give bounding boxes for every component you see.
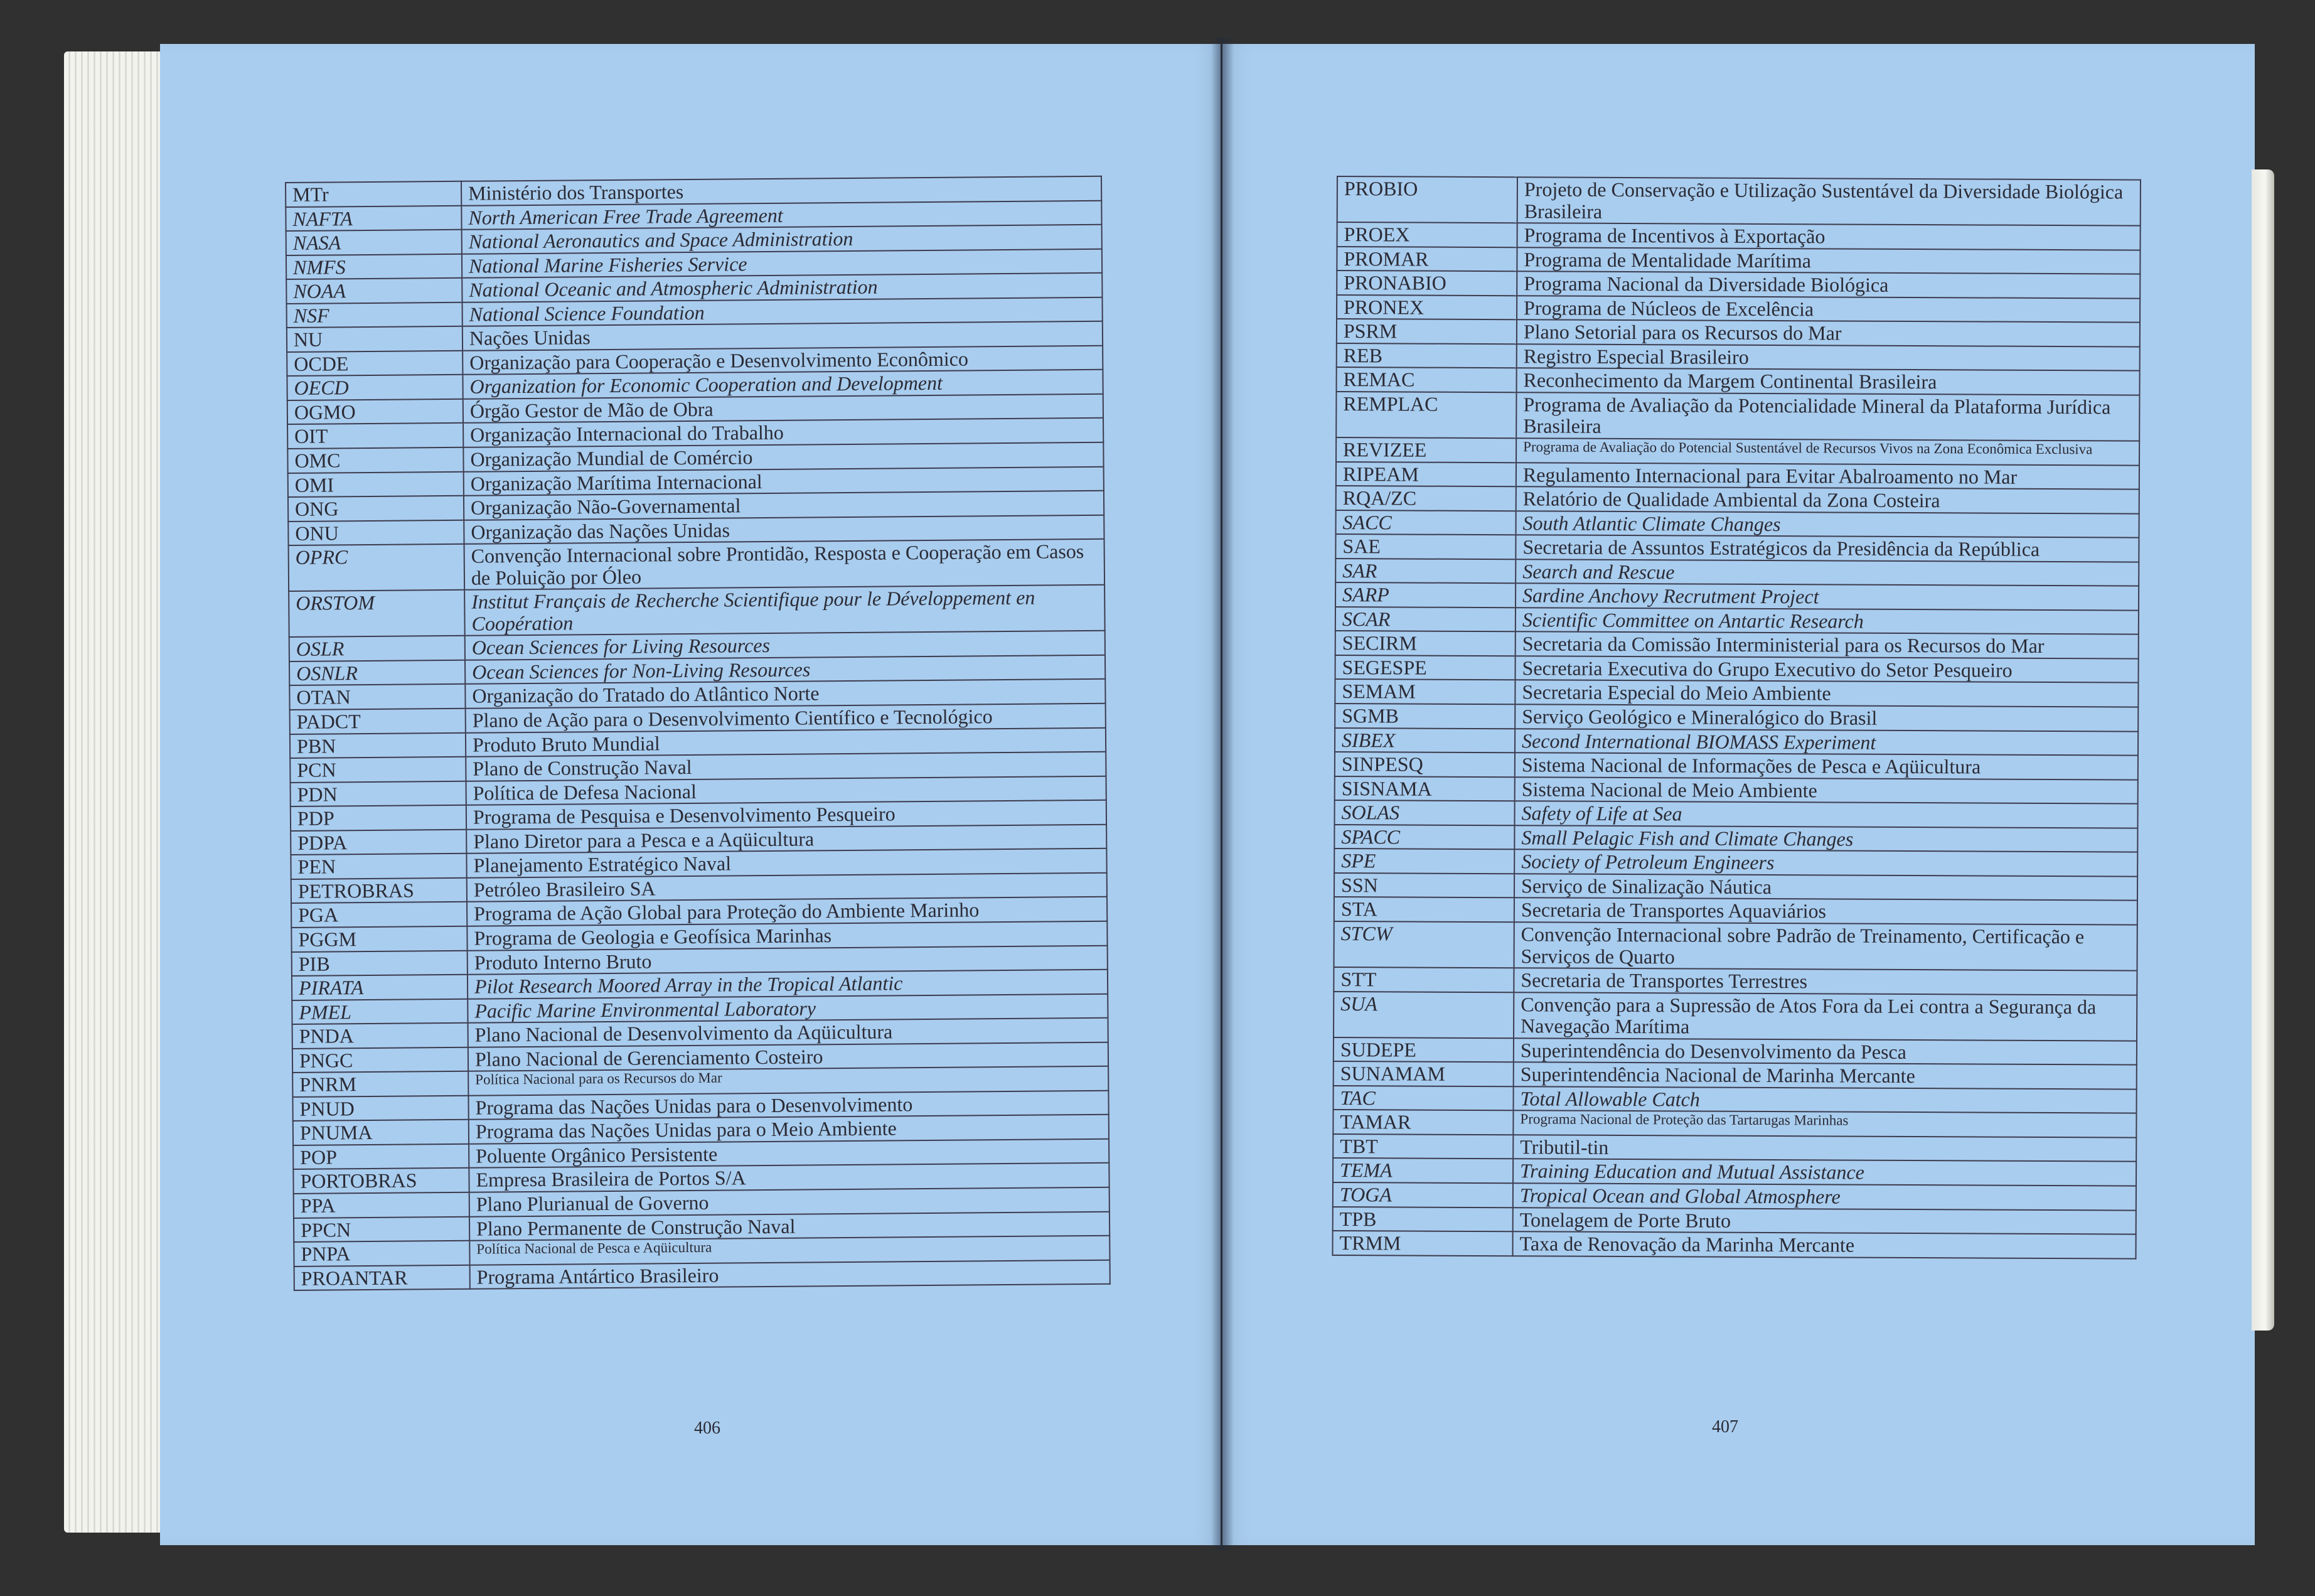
table-row	[1333, 1182, 2136, 1210]
table-row	[1336, 510, 2139, 538]
abbreviation-cell: SACC	[1336, 510, 1516, 535]
abbreviation-cell: PRONEX	[1337, 295, 1517, 320]
abbreviation-cell: PSRM	[1337, 319, 1517, 344]
table-row	[1333, 1134, 2136, 1162]
abbreviation-cell: PROMAR	[1337, 247, 1517, 272]
table-row	[1334, 849, 2137, 876]
meaning-cell: Secretaria de Transportes Terrestres	[1514, 968, 2137, 995]
table-row	[1336, 367, 2139, 395]
table-row	[1337, 247, 2140, 274]
abbreviation-cell: PIB	[292, 950, 468, 976]
meaning-cell: Scientific Committee on Antartic Research	[1516, 608, 2139, 635]
meaning-cell: Organização das Nações Unidas	[464, 515, 1104, 544]
table-row	[1334, 1086, 2137, 1113]
abbreviation-cell: PDP	[291, 805, 466, 831]
abbreviation-cell: PNUMA	[293, 1120, 469, 1145]
abbreviation-cell: SUNAMAM	[1334, 1061, 1514, 1086]
meaning-cell: Tributil-tin	[1513, 1135, 2136, 1162]
abbreviation-cell: STT	[1334, 967, 1514, 992]
meaning-cell: Taxa de Renovação da Marinha Mercante	[1512, 1231, 2136, 1258]
abbreviation-cell: NAFTA	[286, 205, 461, 231]
table-row	[1334, 992, 2137, 1041]
meaning-cell: Política Nacional para os Recursos do Mar	[468, 1066, 1108, 1096]
meaning-cell: Órgão Gestor de Mão de Obra	[463, 394, 1103, 424]
table-row	[1335, 728, 2138, 756]
abbreviation-cell: PNGC	[292, 1047, 468, 1073]
table-row	[1335, 559, 2139, 586]
meaning-cell: Petróleo Brasileiro SA	[467, 873, 1107, 902]
meaning-cell: Produto Interno Bruto	[468, 945, 1108, 975]
abbreviation-cell: SGMB	[1335, 704, 1515, 729]
abbreviation-cell: OIT	[287, 423, 463, 449]
meaning-cell: Secretaria da Comissão Interministerial para os Recursos do Mar	[1516, 632, 2139, 659]
protruding-sheet-edge	[2252, 169, 2274, 1331]
meaning-cell: Projeto de Conservação e Utilização Sustentável da Diversidade Biológica Brasileira	[1517, 177, 2141, 225]
abbreviation-cell: PROEX	[1337, 222, 1517, 247]
table-row	[1337, 295, 2140, 323]
meaning-cell: Organização do Tratado do Atlântico Norte	[465, 679, 1105, 709]
abbreviation-cell: PCN	[290, 757, 466, 783]
meaning-cell: North American Free Trade Agreement	[461, 200, 1101, 230]
meaning-cell: Programa de Incentivos à Exportação	[1517, 223, 2141, 250]
meaning-cell: Regulamento Internacional para Evitar Abalroamento no Mar	[1516, 463, 2139, 490]
table-row	[1334, 825, 2137, 852]
meaning-cell: Ministério dos Transportes	[461, 176, 1101, 206]
abbreviation-cell: PDN	[291, 781, 466, 806]
meaning-cell: Registro Especial Brasileiro	[1517, 344, 2140, 371]
abbreviation-cell: SARP	[1335, 582, 1516, 608]
abbreviation-cell: TRMM	[1332, 1231, 1512, 1256]
table-row	[289, 585, 1105, 637]
meaning-cell: Pilot Research Moored Array in the Tropical Atlantic	[468, 970, 1108, 999]
abbreviation-cell: STA	[1334, 897, 1514, 922]
abbreviation-cell: OSNLR	[289, 660, 465, 686]
abbreviation-cell: REMAC	[1336, 367, 1516, 392]
table-row	[1333, 1158, 2136, 1186]
meaning-cell: Nações Unidas	[462, 321, 1103, 351]
abbreviation-cell: SINPESQ	[1335, 752, 1515, 777]
meaning-cell: Reconhecimento da Margem Continental Brasileira	[1516, 368, 2139, 395]
abbreviation-cell: MTr	[286, 181, 461, 207]
abbreviation-cell: PNRM	[292, 1071, 468, 1097]
abbreviation-cell: REVIZEE	[1336, 437, 1516, 463]
table-row	[1335, 582, 2139, 610]
abbreviation-cell: PADCT	[290, 709, 466, 734]
meaning-cell: Plano Diretor para a Pesca e a Aqüicultura	[466, 825, 1106, 854]
table-row	[1334, 1061, 2137, 1089]
abbreviation-cell: PPCN	[294, 1216, 469, 1242]
page-number-left: 406	[694, 1418, 720, 1438]
abbreviation-cell: TEMA	[1333, 1158, 1513, 1183]
abbreviation-cell: OPRC	[289, 544, 465, 591]
meaning-cell: Convenção para a Supressão de Atos Fora da Lei contra a Segurança da Navegação Marítima	[1514, 992, 2137, 1041]
table-row	[1333, 1110, 2136, 1137]
meaning-cell: Empresa Brasileira de Portos S/A	[469, 1163, 1109, 1192]
meaning-cell: Organization for Economic Cooperation and Development	[462, 370, 1103, 399]
abbreviation-cell: SCAR	[1335, 607, 1516, 632]
abbreviation-cell: PBN	[290, 732, 466, 758]
abbreviation-cell: RQA/ZC	[1336, 486, 1516, 511]
table-row	[1336, 437, 2139, 465]
table-row	[1335, 679, 2138, 707]
abbreviation-cell: PNDA	[292, 1023, 468, 1049]
meaning-cell: National Marine Fisheries Service	[462, 249, 1102, 278]
table-row	[1336, 462, 2139, 490]
abbreviation-cell: OTAN	[289, 684, 465, 710]
meaning-cell: Política Nacional de Pesca e Aqüicultura	[469, 1236, 1109, 1265]
abbreviation-cell: SPE	[1334, 849, 1514, 874]
meaning-cell: Organização Mundial de Comércio	[463, 442, 1103, 472]
abbreviation-cell: OGMO	[287, 399, 463, 425]
meaning-cell: Plano Permanente de Construção Naval	[469, 1211, 1109, 1241]
abbreviation-cell: OCDE	[287, 351, 462, 377]
meaning-cell: Organização Marítima Internacional	[464, 466, 1104, 496]
abbreviation-cell: ONG	[288, 496, 464, 522]
abbreviation-cell: REB	[1337, 343, 1517, 368]
book-gutter	[1211, 38, 1234, 1550]
meaning-cell: Serviço de Sinalização Náutica	[1514, 874, 2137, 901]
meaning-cell: Second International BIOMASS Experiment	[1515, 729, 2138, 756]
table-row	[1337, 222, 2141, 250]
table-row	[1336, 392, 2139, 441]
meaning-cell: Política de Defesa Nacional	[466, 776, 1106, 805]
table-row	[1335, 631, 2139, 658]
abbreviation-cell: SIBEX	[1335, 728, 1515, 753]
meaning-cell: Sistema Nacional de Informações de Pesca e Aqüicultura	[1515, 752, 2138, 779]
meaning-cell: Planejamento Estratégico Naval	[466, 849, 1106, 878]
abbreviation-cell: TBT	[1333, 1134, 1513, 1159]
meaning-cell: Secretaria de Assuntos Estratégicos da Presidência da República	[1516, 535, 2139, 562]
abbreviation-cell: SECIRM	[1335, 631, 1516, 656]
meaning-cell: Secretaria Executiva do Grupo Executivo do Setor Pesqueiro	[1515, 656, 2138, 683]
abbreviations-table-right	[1332, 176, 2141, 1259]
meaning-cell: South Atlantic Climate Changes	[1516, 511, 2139, 538]
table-row	[1334, 1037, 2137, 1065]
abbreviation-cell: SAE	[1335, 534, 1516, 559]
meaning-cell: Poluente Orgânico Persistente	[469, 1139, 1109, 1169]
abbreviation-cell: PETROBRAS	[291, 878, 467, 904]
meaning-cell: Plano Plurianual de Governo	[469, 1187, 1109, 1217]
meaning-cell: Ocean Sciences for Living Resources	[465, 631, 1105, 660]
table-row	[1337, 319, 2140, 346]
meaning-cell: Tropical Ocean and Global Atmosphere	[1513, 1183, 2136, 1210]
abbreviation-cell: OMC	[287, 447, 463, 473]
table-row	[1334, 921, 2137, 971]
meaning-cell: Superintendência do Desenvolvimento da Pesca	[1514, 1038, 2137, 1065]
table-row	[1332, 1231, 2136, 1258]
table-row	[1335, 534, 2139, 562]
abbreviation-cell: PNPA	[294, 1241, 469, 1267]
table-row	[1333, 1207, 2136, 1234]
table-row	[1337, 270, 2140, 298]
abbreviation-cell: PROANTAR	[294, 1265, 470, 1290]
meaning-cell: Relatório de Qualidade Ambiental da Zona Costeira	[1516, 486, 2139, 513]
meaning-cell: Convenção Internacional sobre Padrão de Treinamento, Certificação e Serviços de Quarto	[1514, 922, 2137, 970]
meaning-cell: Plano Setorial para os Recursos do Mar	[1517, 320, 2140, 347]
abbreviation-cell: SOLAS	[1334, 800, 1514, 825]
abbreviation-cell: PPA	[294, 1192, 469, 1218]
meaning-cell: Plano de Ação para o Desenvolvimento Científico e Tecnológico	[466, 704, 1106, 733]
meaning-cell: Plano Nacional de Desenvolvimento da Aqüicultura	[468, 1018, 1108, 1047]
meaning-cell: National Oceanic and Atmospheric Administration	[462, 273, 1102, 303]
abbreviation-cell: NU	[287, 326, 462, 352]
abbreviation-cell: OMI	[288, 471, 464, 497]
abbreviations-table-left	[285, 176, 1111, 1291]
abbreviation-cell: OECD	[287, 375, 462, 400]
meaning-cell: Superintendência Nacional de Marinha Mercante	[1514, 1062, 2137, 1089]
abbreviation-cell: SPACC	[1334, 825, 1514, 850]
meaning-cell: Programa Antártico Brasileiro	[470, 1260, 1110, 1289]
abbreviation-cell: TAC	[1334, 1086, 1514, 1111]
meaning-cell: Sardine Anchovy Recrutment Project	[1516, 584, 2139, 611]
meaning-cell: Produto Bruto Mundial	[466, 727, 1106, 757]
meaning-cell: Small Pelagic Fish and Climate Changes	[1514, 825, 2137, 852]
meaning-cell: Programa das Nações Unidas para o Meio Ambiente	[469, 1115, 1109, 1144]
abbreviation-cell: ONU	[288, 520, 464, 545]
abbreviation-cell: TPB	[1333, 1207, 1513, 1232]
abbreviation-cell: PGA	[291, 902, 467, 928]
table-row	[1337, 176, 2141, 226]
abbreviation-cell: SSN	[1334, 873, 1514, 898]
meaning-cell: Secretaria de Transportes Aquaviários	[1514, 898, 2137, 925]
meaning-cell: Programa de Mentalidade Marítima	[1517, 247, 2140, 274]
abbreviation-cell: NSF	[287, 303, 462, 328]
abbreviation-cell: SISNAMA	[1335, 776, 1515, 801]
meaning-cell: Plano de Construção Naval	[466, 752, 1106, 781]
abbreviation-cell: POP	[293, 1144, 469, 1170]
abbreviation-cell: REMPLAC	[1336, 392, 1516, 438]
abbreviation-cell: SEGESPE	[1335, 655, 1515, 680]
meaning-cell: Sistema Nacional de Meio Ambiente	[1515, 777, 2138, 804]
abbreviation-cell: PMEL	[292, 999, 468, 1024]
table-row	[1334, 800, 2137, 828]
abbreviation-cell: PDPA	[291, 830, 466, 855]
table-row	[1337, 343, 2140, 371]
meaning-cell: Society of Petroleum Engineers	[1514, 850, 2137, 877]
meaning-cell: Institut Français de Recherche Scientifique pour le Développement en Coopération	[464, 585, 1105, 636]
meaning-cell: Programa das Nações Unidas para o Desenvolvimento	[468, 1091, 1108, 1120]
abbreviation-cell: NOAA	[286, 278, 462, 304]
abbreviation-cell: ORSTOM	[289, 590, 465, 637]
abbreviation-cell: STCW	[1334, 921, 1514, 968]
abbreviation-cell: PORTOBRAS	[293, 1168, 469, 1194]
table-row	[1335, 752, 2138, 779]
meaning-cell: Ocean Sciences for Non-Living Resources	[465, 655, 1105, 685]
meaning-cell: Search and Rescue	[1516, 559, 2139, 586]
meaning-cell: Training Education and Mutual Assistance	[1513, 1159, 2136, 1186]
table-row	[1335, 704, 2138, 731]
abbreviation-cell: SUA	[1334, 992, 1514, 1038]
table-row	[1334, 897, 2137, 924]
meaning-cell: Programa de Avaliação do Potencial Sustentável de Recursos Vivos na Zona Econômica Exclusiva	[1516, 438, 2139, 465]
meaning-cell: Programa Nacional de Proteção das Tartarugas Marinhas	[1513, 1111, 2136, 1138]
table-row	[1334, 967, 2137, 995]
meaning-cell: Pacific Marine Environmental Laboratory	[468, 993, 1108, 1023]
meaning-cell: Total Allowable Catch	[1514, 1086, 2137, 1113]
meaning-cell: Convenção Internacional sobre Prontidão, Resposta e Cooperação em Casos de Poluição por Óleo	[464, 539, 1105, 590]
abbreviation-cell: PEN	[291, 854, 466, 879]
table-row	[1335, 607, 2139, 635]
abbreviation-cell: NASA	[286, 230, 462, 255]
meaning-cell: Organização Internacional do Trabalho	[463, 418, 1103, 447]
abbreviation-cell: PIRATA	[292, 975, 468, 1000]
abbreviation-cell: NMFS	[286, 254, 462, 279]
table-row	[1335, 655, 2138, 683]
table-row	[1335, 776, 2138, 804]
abbreviation-cell: RIPEAM	[1336, 462, 1516, 487]
abbreviation-cell: SEMAM	[1335, 679, 1515, 704]
abbreviation-cell: OSLR	[289, 636, 465, 661]
abbreviation-cell: TOGA	[1333, 1182, 1513, 1208]
meaning-cell: Programa de Pesquisa e Desenvolvimento Pesqueiro	[466, 800, 1106, 830]
meaning-cell: Organização Não-Governamental	[464, 491, 1104, 520]
table-row	[289, 539, 1105, 591]
table-row	[1334, 873, 2137, 901]
meaning-cell: Programa de Núcleos de Excelência	[1517, 296, 2140, 323]
meaning-cell: National Aeronautics and Space Administration	[462, 225, 1102, 254]
meaning-cell: Plano Nacional de Gerenciamento Costeiro	[468, 1042, 1108, 1071]
meaning-cell: Programa de Ação Global para Proteção do Ambiente Marinho	[467, 897, 1107, 926]
meaning-cell: Secretaria Especial do Meio Ambiente	[1515, 680, 2138, 707]
meaning-cell: Programa de Geologia e Geofísica Marinhas	[467, 921, 1107, 951]
meaning-cell: Programa de Avaliação da Potencialidade Mineral da Plataforma Jurídica Brasileira	[1516, 392, 2139, 441]
abbreviation-cell: SUDEPE	[1334, 1037, 1514, 1063]
page-number-right: 407	[1712, 1417, 1738, 1437]
table-row	[1336, 486, 2139, 513]
abbreviation-cell: PRONABIO	[1337, 270, 1517, 296]
meaning-cell: Programa Nacional da Diversidade Biológica	[1517, 271, 2140, 298]
abbreviation-cell: SAR	[1335, 559, 1516, 584]
abbreviation-cell: TAMAR	[1333, 1110, 1513, 1135]
meaning-cell: Serviço Geológico e Mineralógico do Brasil	[1515, 704, 2138, 731]
abbreviation-cell: PROBIO	[1337, 176, 1517, 223]
meaning-cell: Tonelagem de Porte Bruto	[1513, 1208, 2136, 1234]
meaning-cell: National Science Foundation	[462, 297, 1103, 327]
abbreviation-cell: PGGM	[291, 926, 467, 952]
meaning-cell: Organização para Cooperação e Desenvolvimento Econômico	[462, 346, 1103, 375]
meaning-cell: Safety of Life at Sea	[1514, 801, 2137, 828]
abbreviation-cell: PNUD	[292, 1096, 468, 1122]
